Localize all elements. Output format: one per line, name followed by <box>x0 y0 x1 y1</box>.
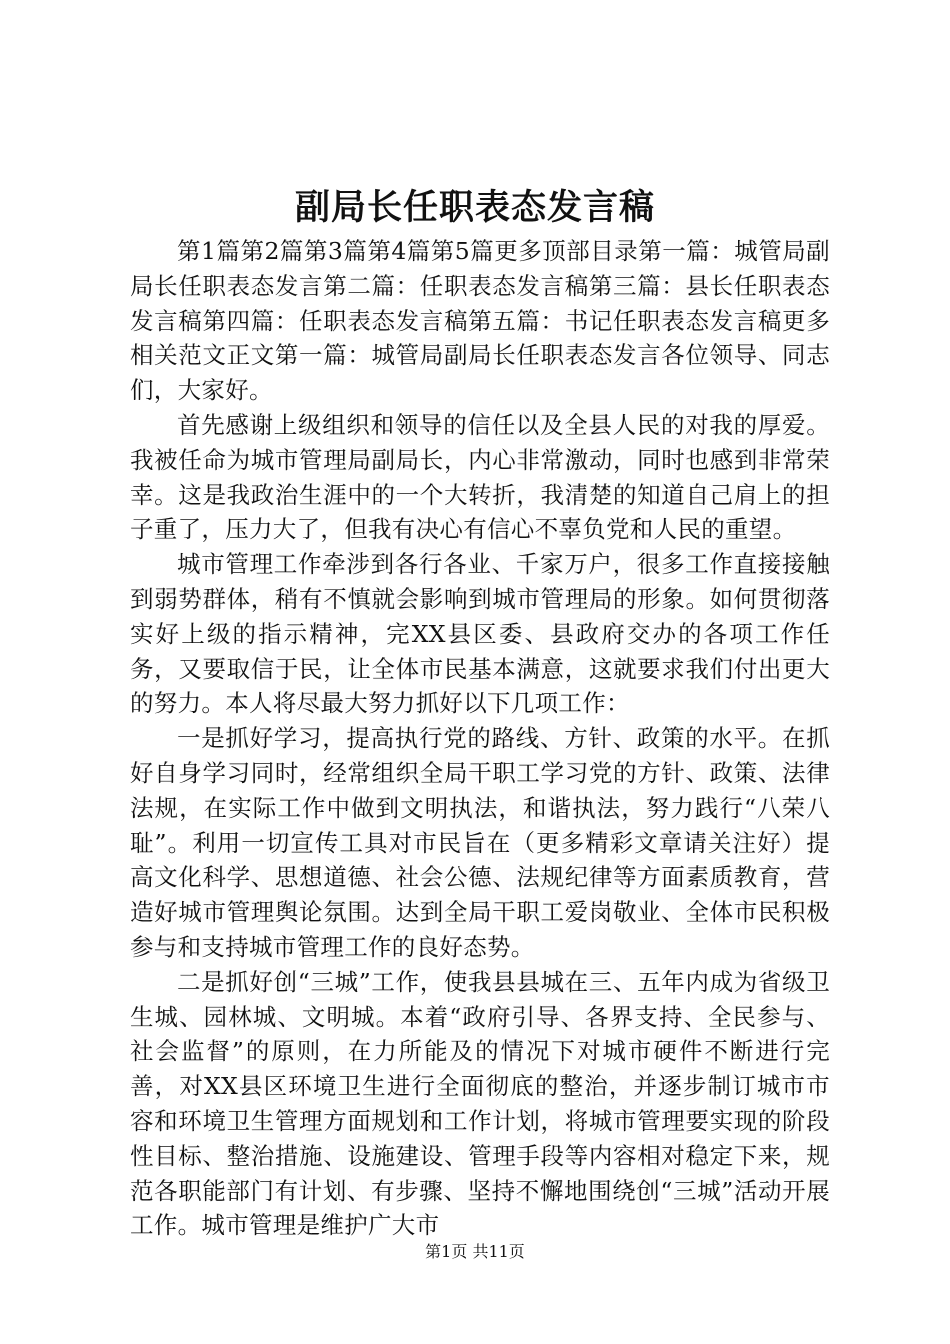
page-number-footer: 第1页 共11页 <box>425 1242 525 1261</box>
paragraph-5: 二是抓好创“三城”工作，使我县县城在三、五年内成为省级卫生城、园林城、文明城。本着“政府引导、各界支持、全民参与、社会监督”的原则，在力所能及的情况下对城市硬件不断进行完善，对XX县区环境卫生进行全面彻底的整治，并逐步制订城市市容和环境卫生管理方面规划和工作计划，将城市管理要实现的阶段性目标、整治措施、设施建设、管理手段等内容相对稳定下来，规范各职能部门有计划、有步骤、坚持不懈地围绕创“三城”活动开展工作。城市管理是维护广大市 <box>130 967 830 1240</box>
paragraph-1: 第1篇第2篇第3篇第4篇第5篇更多顶部目录第一篇：城管局副局长任职表态发言第二篇：任职表态发言稿第三篇：县长任职表态发言稿第四篇：任职表态发言稿第五篇：书记任职表态发言稿更多相关范文正文第一篇：城管局副局长任职表态发言各位领导、同志们，大家好。 <box>130 237 830 405</box>
paragraph-3: 城市管理工作牵涉到各行各业、千家万户，很多工作直接接触到弱势群体，稍有不慎就会影响到城市管理局的形象。如何贯彻落实好上级的指示精神，完XX县区委、县政府交办的各项工作任务，又要取信于民，让全体市民基本满意，这就要求我们付出更大的努力。本人将尽最大努力抓好以下几项工作： <box>130 550 830 718</box>
document-title: 副局长任职表态发言稿 <box>294 187 655 228</box>
document-body <box>130 234 830 1243</box>
paragraph-2: 首先感谢上级组织和领导的信任以及全县人民的对我的厚爱。我被任命为城市管理局副局长，内心非常激动，同时也感到非常荣幸。这是我政治生涯中的一个大转折，我清楚的知道自己肩上的担子重了，压力大了，但我有决心有信心不辜负党和人民的重望。 <box>130 410 830 544</box>
paragraph-4: 一是抓好学习，提高执行党的路线、方针、政策的水平。在抓好自身学习同时，经常组织全局干职工学习党的方针、政策、法律法规，在实际工作中做到文明执法，和谐执法，努力践行“八荣八耻”。利用一切宣传工具对市民旨在（更多精彩文章请关注好）提高文化科学、思想道德、社会公德、法规纪律等方面素质教育，营造好城市管理舆论氛围。达到全局干职工爱岗敬业、全体市民积极参与和支持城市管理工作的良好态势。 <box>130 724 830 961</box>
